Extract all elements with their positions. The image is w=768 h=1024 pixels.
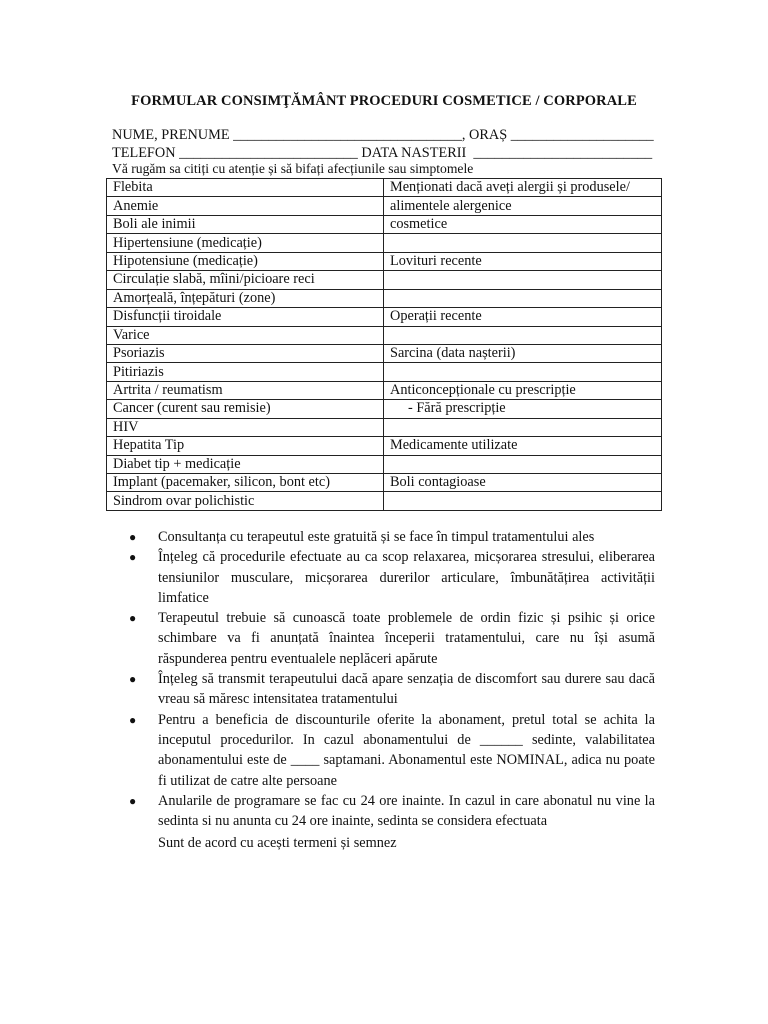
table-row <box>107 418 662 436</box>
symptom-cell[interactable]: Amorțeală, înțepături (zone) <box>107 289 384 307</box>
table-row <box>107 252 662 270</box>
table-row <box>107 400 662 418</box>
form-title: FORMULAR CONSIMŢĂMÂNT PROCEDURI COSMETICE / CORPORALE <box>131 93 637 109</box>
table-row <box>107 455 662 473</box>
term-text: Înțeleg să transmit terapeutului dacă apare senzația de discomfort sau durere sau dacă vreau să măresc intensitatea tratamentului <box>158 671 655 708</box>
term-text: Înțeleg că procedurile efectuate au ca scop relaxarea, micșorarea stresului, eliberarea tensiunilor musculare, micșorarea durerilor articulare, îmbunătățirea activității limfatice <box>158 549 655 606</box>
symptom-cell[interactable]: Psoriazis <box>107 344 384 362</box>
symptom-cell[interactable]: Varice <box>107 326 384 344</box>
term-text: Pentru a beneficia de discounturile oferite la abonament, pretul total se achita la inceputul procedurilor. In cazul abonamentului de ______ sedinte, valabilitatea abonamentului este de ____ saptamani. Abonamentul este NOMINAL, adica nu poate fi utilizat de catre alte persoane <box>158 711 655 789</box>
term-text: Consultanța cu terapeutul este gratuită și se face în timpul tratamentului ales <box>158 529 595 545</box>
name-city-field[interactable]: NUME, PRENUME ________________________________, ORAȘ ____________________ <box>112 127 654 143</box>
details-cell[interactable] <box>384 271 662 289</box>
table-row <box>107 492 662 510</box>
bullet-icon: ● <box>129 672 137 687</box>
table-row <box>107 363 662 381</box>
table-row <box>107 344 662 362</box>
details-cell[interactable] <box>384 363 662 381</box>
symptom-cell[interactable]: Pitiriazis <box>107 363 384 381</box>
details-cell[interactable]: Lovituri recente <box>384 252 662 270</box>
phone-birthdate-field[interactable]: TELEFON _________________________ DATA NASTERII _________________________ <box>112 145 653 161</box>
details-cell[interactable]: Boli contagioase <box>384 474 662 492</box>
symptom-cell[interactable]: Artrita / reumatism <box>107 381 384 399</box>
table-row <box>107 474 662 492</box>
symptom-cell[interactable]: Anemie <box>107 197 384 215</box>
symptom-cell[interactable]: Hipotensiune (medicație) <box>107 252 384 270</box>
details-cell[interactable] <box>384 492 662 510</box>
details-cell[interactable] <box>384 418 662 436</box>
details-cell[interactable] <box>384 326 662 344</box>
signature-statement: Sunt de acord cu acești termeni și semnez <box>158 835 397 851</box>
symptom-cell[interactable]: Flebita <box>107 179 384 197</box>
symptoms-table <box>106 178 662 511</box>
term-text: Anularile de programare se fac cu 24 ore inainte. In cazul in care abonatul nu vine la sedinta si nu anunta cu 24 ore inainte, sedinta se considera efectuata <box>158 792 655 830</box>
term-item <box>129 547 655 608</box>
term-item <box>129 791 655 832</box>
term-item <box>129 669 655 710</box>
details-cell[interactable] <box>384 455 662 473</box>
details-cell[interactable] <box>384 234 662 252</box>
symptom-cell[interactable]: Hipertensiune (medicație) <box>107 234 384 252</box>
bullet-icon: ● <box>129 550 137 565</box>
symptom-cell[interactable]: Sindrom ovar polichistic <box>107 492 384 510</box>
details-cell[interactable]: cosmetice <box>384 215 662 233</box>
symptom-cell[interactable]: Disfuncții tiroidale <box>107 308 384 326</box>
bullet-icon: ● <box>129 712 137 727</box>
symptom-cell[interactable]: Diabet tip + medicație <box>107 455 384 473</box>
symptom-cell[interactable]: Implant (pacemaker, silicon, bont etc) <box>107 474 384 492</box>
symptom-cell[interactable]: Cancer (curent sau remisie) <box>107 400 384 418</box>
term-item <box>129 608 655 669</box>
table-row <box>107 271 662 289</box>
details-cell[interactable]: Menționati dacă aveți alergii și produsele/ <box>384 179 662 197</box>
table-row <box>107 215 662 233</box>
table-row <box>107 197 662 215</box>
details-cell[interactable]: Sarcina (data nașterii) <box>384 344 662 362</box>
term-text: Terapeutul trebuie să cunoască toate problemele de ordin fizic și psihic și orice schimbare va fi anunțată înaintea începerii tratamentului, care nu își asumă răspunderea pentru eventualele neplăceri apărute <box>158 610 655 667</box>
term-item <box>129 527 655 547</box>
terms-list <box>129 527 655 831</box>
table-row <box>107 179 662 197</box>
details-cell[interactable]: - Fără prescripție <box>384 400 662 418</box>
bullet-icon: ● <box>129 611 137 626</box>
symptom-cell[interactable]: Hepatita Tip <box>107 437 384 455</box>
instructions-note: Vă rugăm sa citiți cu atenție și să bifați afecțiunile sau simptomele <box>112 161 474 176</box>
details-cell[interactable]: Medicamente utilizate <box>384 437 662 455</box>
details-cell[interactable]: Anticoncepționale cu prescripție <box>384 381 662 399</box>
table-row <box>107 234 662 252</box>
table-row <box>107 381 662 399</box>
details-cell[interactable] <box>384 289 662 307</box>
table-row <box>107 308 662 326</box>
table-row <box>107 437 662 455</box>
symptom-cell[interactable]: Boli ale inimii <box>107 215 384 233</box>
bullet-icon: ● <box>129 530 137 544</box>
table-row <box>107 326 662 344</box>
details-cell[interactable]: alimentele alergenice <box>384 197 662 215</box>
table-row <box>107 289 662 307</box>
bullet-icon: ● <box>129 793 137 808</box>
details-cell[interactable]: Operații recente <box>384 308 662 326</box>
term-item <box>129 710 655 791</box>
symptom-cell[interactable]: HIV <box>107 418 384 436</box>
symptom-cell[interactable]: Circulație slabă, mîini/picioare reci <box>107 271 384 289</box>
